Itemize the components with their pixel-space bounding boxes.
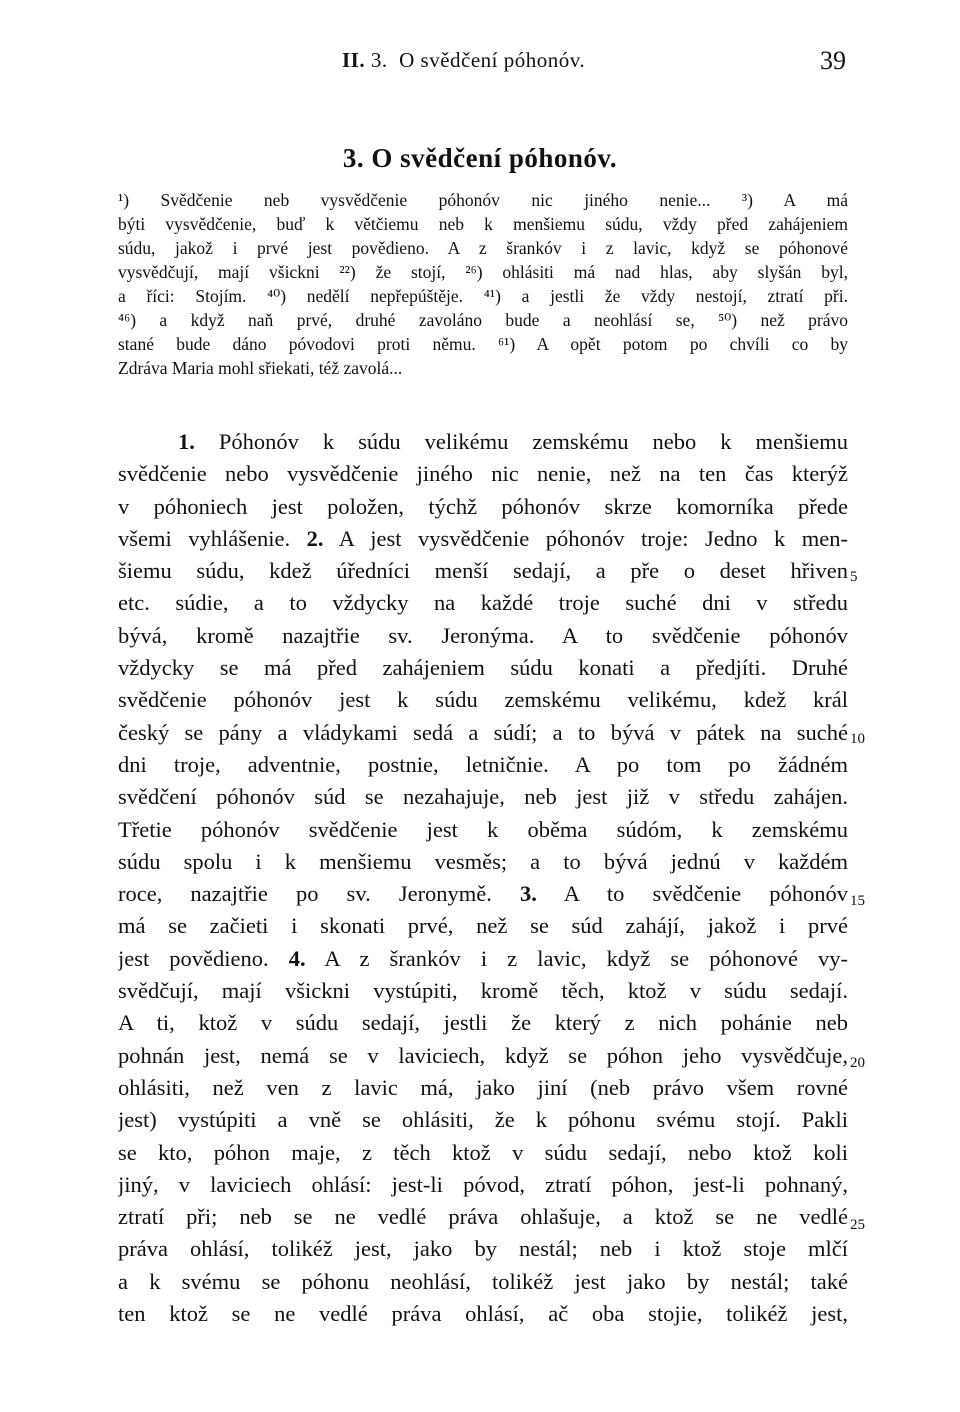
line-text: šiemu súdu, kdež úředníci menší sedají, a pře o deset hřiven <box>118 558 848 584</box>
line-text: Třetie póhonóv svědčenie jest k oběma súdóm, k zemskému <box>118 816 848 842</box>
paragraph-number: 2. <box>306 525 324 551</box>
line-text: bývá, kromě nazajtřie sv. Jeronýma. A to svědčenie póhonóv <box>118 622 848 648</box>
text-line <box>118 749 848 781</box>
running-head-title <box>342 48 585 73</box>
line-text: pohnán jest, nemá se v laviciech, když se póhon jeho vysvědčuje, <box>118 1042 848 1068</box>
variant-line: súdu, jakož i prvé jest povědieno. A z šrankóv i z lavic, když se póhonové <box>118 238 848 258</box>
line-text: roce, nazajtřie po sv. Jeronymě. <box>118 881 492 907</box>
paragraph-number: 3. <box>520 881 537 907</box>
line-text: svědčenie póhonóv jest k súdu zemskému velikému, kdež král <box>118 687 848 713</box>
text-line <box>118 910 848 942</box>
line-text: ztratí při; neb se ne vedlé práva ohlašuje, a ktož se ne vedlé <box>118 1204 848 1230</box>
paragraph-number: 1. <box>178 429 195 454</box>
variant-line: stané bude dáno póvodovi proti němu. ⁶¹) A opět potom po chvíli co by <box>118 334 848 354</box>
page-number: 39 <box>820 46 846 75</box>
line-text: ohlásiti, než ven z lavic má, jako jiní (neb právo všem rovné <box>118 1074 848 1100</box>
line-text: jest) vystúpiti a vně se ohlásiti, že k póhonu svému stojí. Pakli <box>118 1107 848 1133</box>
variant-line: vysvědčují, mají všickni ²²) že stojí, ²⁶) ohlásiti má nad hlas, aby slyšán byl, <box>118 262 848 282</box>
running-head-text: 3. O svědčení póhonóv. <box>370 48 586 72</box>
text-line <box>118 523 848 555</box>
line-text: jest povědieno. <box>118 945 269 971</box>
line-text: A jest vysvědčenie póhonóv troje: Jedno k men- <box>338 525 848 551</box>
line-text: ten ktož se ne vedlé práva ohlásí, ač oba stojie, tolikéž jest, <box>118 1301 848 1327</box>
line-text: všemi vyhlášenie. <box>118 525 291 551</box>
line-text: A ti, ktož v súdu sedají, jestli že který z nich pohánie neb <box>118 1010 848 1036</box>
text-line <box>118 814 848 846</box>
line-text: A to svědčenie póhonóv <box>563 881 848 907</box>
text-line <box>118 1072 848 1104</box>
text-line <box>118 1169 848 1201</box>
text-line <box>118 1201 848 1233</box>
variant-line: a říci: Stojím. ⁴⁰) nedělí nepřepúštěje. ⁴¹) a jestli že vždy nestojí, ztratí při. <box>118 286 848 306</box>
line-text: svědčují, mají všickni vystúpiti, kromě těch, ktož v súdu sedají. <box>118 978 848 1004</box>
text-line <box>118 846 848 878</box>
variant-line: Zdráva Maria mohl sřiekati, též zavolá... <box>118 358 403 378</box>
text-line <box>118 717 848 749</box>
text-line <box>118 943 848 975</box>
line-number-25: 25 <box>850 1217 865 1233</box>
variant-readings <box>118 188 848 380</box>
running-head-chapter: II. <box>342 48 366 72</box>
text-line <box>118 1104 848 1136</box>
line-text: český se pány a vládykami sedá a súdí; a to bývá v pátek na suché <box>118 719 848 745</box>
section-title: 3. O svědčení póhonóv. <box>342 143 618 173</box>
line-text: súdu spolu i k menšiemu vesměs; a to bývá jednú v každém <box>118 848 848 874</box>
line-text: A z šrankóv i z lavic, když se póhonové vy- <box>324 945 848 971</box>
text-line <box>118 458 848 490</box>
text-line <box>118 1266 848 1298</box>
text-line <box>118 1137 848 1169</box>
line-text: v póhoniech jest položen, týchž póhonóv skrze komorníka přede <box>118 493 848 519</box>
text-line <box>118 426 848 458</box>
text-line <box>118 878 848 910</box>
line-text: dni troje, adventnie, postnie, letničnie. A po tom po žádném <box>118 751 848 777</box>
text-line <box>118 1233 848 1265</box>
line-text: etc. súdie, a to vždycky na každé troje suché dni v středu <box>118 590 848 616</box>
text-line <box>118 555 848 587</box>
line-text: vždycky se má před zahájeniem súdu konati a předjíti. Druhé <box>118 655 848 681</box>
line-text: práva ohlásí, tolikéž jest, jako by nestál; neb i ktož stoje mlčí <box>118 1236 848 1262</box>
text-line <box>118 781 848 813</box>
running-head <box>118 48 846 78</box>
line-text: a k svému se póhonu neohlásí, tolikéž jest jako by nestál; také <box>118 1268 848 1294</box>
line-text: jiný, v laviciech ohlásí: jest-li póvod, ztratí póhon, jest-li pohnaný, <box>118 1171 848 1197</box>
text-line <box>118 1298 848 1330</box>
text-line <box>118 652 848 684</box>
line-text: se kto, póhon maje, z těch ktož v súdu sedají, nebo ktož koli <box>118 1139 848 1165</box>
text-line <box>118 620 848 652</box>
line-text: Póhonóv k súdu velikému zemskému nebo k menšiemu <box>218 429 848 454</box>
line-number-10: 10 <box>850 731 865 747</box>
text-line <box>118 684 848 716</box>
variant-line: býti vysvědčenie, buď k větčiemu neb k menšiemu súdu, vždy před zahájeniem <box>118 214 848 234</box>
line-text: svědčení póhonóv súd se nezahajuje, neb jest již v středu zahájen. <box>118 784 848 810</box>
text-line <box>118 1040 848 1072</box>
line-number-5: 5 <box>850 569 858 585</box>
line-text: svědčenie nebo vysvědčenie jiného nic nenie, než na ten čas kterýž <box>118 461 848 487</box>
main-text <box>118 426 848 1330</box>
variant-line: ⁴⁶) a když naň prvé, druhé zavoláno bude a neohlásí se, ⁵⁰) než právo <box>118 310 848 330</box>
paragraph-number: 4. <box>288 945 306 971</box>
line-number-20: 20 <box>850 1055 865 1071</box>
text-line <box>118 1007 848 1039</box>
variant-line: ¹) Svědčenie neb vysvědčenie póhonóv nic jiného nenie... ³) A má <box>118 190 848 210</box>
text-line <box>118 975 848 1007</box>
line-text: má se začieti i skonati prvé, než se súd zahájí, jakož i prvé <box>118 913 848 939</box>
text-line <box>118 491 848 523</box>
line-number-15: 15 <box>850 893 865 909</box>
text-line <box>118 587 848 619</box>
